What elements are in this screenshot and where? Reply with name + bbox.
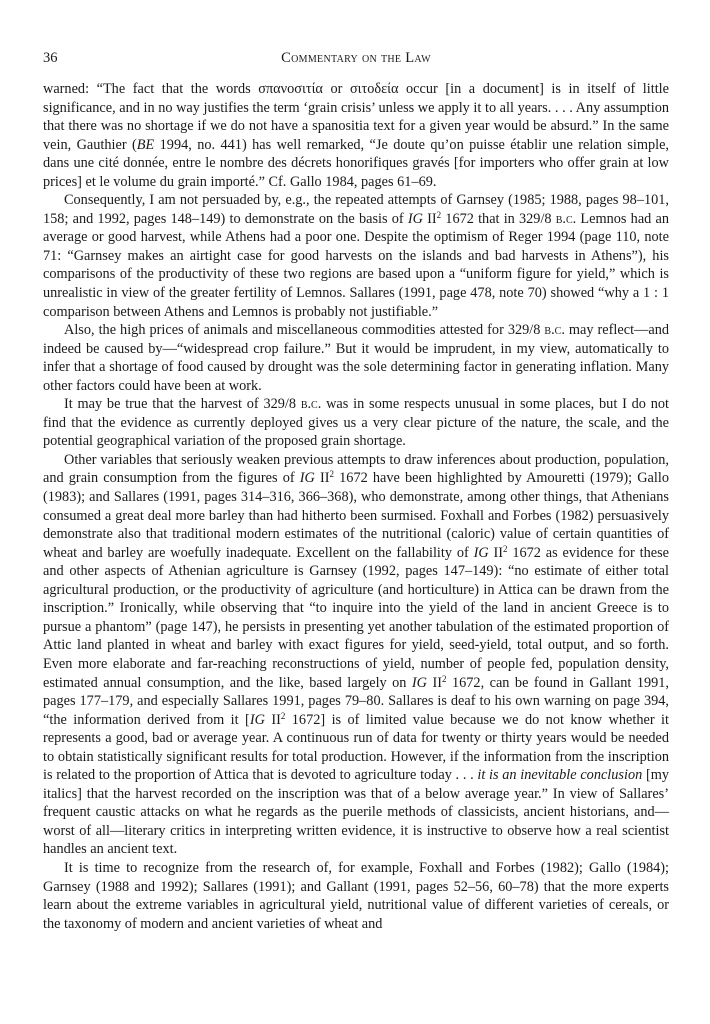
page-number: 36 bbox=[43, 50, 58, 66]
body-text bbox=[43, 80, 669, 933]
paragraph-3: Also, the high prices of animals and miscellaneous commodities attested for 329/8 b.c. may reflect—and indeed be caused by—“widespread crop failure.” But it would be imprudent, in my view, automatically to infer that a shortage of food caused by drought was the sole determining factor in generating inflation. Many other factors could have been at work. bbox=[43, 322, 669, 394]
paragraph-6: It is time to recognize from the research of, for example, Foxhall and Forbes (1982); Gallo (1984); Garnsey (1988 and 1992); Sallares (1991); and Gallant (1991, pages 52–56, 60–78) that the more experts learn about the extreme variables in agricultural yield, nutritional value of different varieties of cereals, or the taxonomy of modern and ancient varieties of wheat and bbox=[43, 859, 669, 932]
paragraph-4: It may be true that the harvest of 329/8 b.c. was in some respects unusual in some places, but I do not find that the evidence as currently deployed gives us a very clear picture of the nature, the scale, and the potential geographical variation of the proposed grain shortage. bbox=[43, 396, 669, 450]
page-header bbox=[43, 50, 669, 70]
paragraph-2: Consequently, I am not persuaded by, e.g., the repeated attempts of Garnsey (1985; 1988, pages 98–101, 158; and 1992, pages 148–149) to demonstrate on the basis of IG $II^2$ 1672 that in 329/8 b.c. Lemnos had an average or good harvest, while Athens had a poor one. Despite the optimism of Reger 1994 (page 110, note 71: “Garnsey makes an airtight case for good harvests on the islands and bad harvests in Athens”), his comparisons of the productivity of these two regions are based upon a “uniform figure for yield,” which is unrealistic in view of the greater fertility of Lemnos. Sallares (1991, page 478, note 70) showed “why a 1 : 1 comparison between Athens and Lemnos is probably not justifiable.” bbox=[43, 192, 669, 320]
running-head: Commentary on the Law bbox=[281, 50, 431, 66]
paragraph-1: warned: “The fact that the words σπανοσιτία or σιτοδεία occur [in a document] is in itself of little significance, and in no way justifies the term ‘grain crisis’ unless we apply it to all years. . . . Any assumption that there was no shortage if we do not have a spanositia text for a given year would be absurd.” In the same vein, Gauthier (BE 1994, no. 441) has well remarked, “Je doute qu’on puisse établir une relation simple, dans une cité donnée, entre le nombre des décrets honorifiques gravés [for importers who offer grain at low prices] et le volume du grain importé.” Cf. Gallo 1984, pages 61–69. bbox=[43, 81, 669, 190]
paragraph-5: Other variables that seriously weaken previous attempts to draw inferences about production, population, and grain consumption from the figures of IG $II^2$ 1672 have been highlighted by Amouretti (1979); Gallo (1983); and Sallares (1991, pages 314–316, 366–368), who demonstrate, among other things, that Athenians consumed a great deal more barley than had hitherto been surmised. Foxhall and Forbes (1982) persuasively demonstrate also that traditional modern estimates of the nutritional (caloric) value of certain quantities of wheat and barley are woefully inadequate. Excellent on the fallability of IG $II^2$ 1672 as evidence for these and other aspects of Athenian agriculture is Garnsey (1992, pages 147–149): “no estimate of either total agricultural production, or the productivity of agriculture (and horticulture) in Attica can be drawn from the inscription.” Ironically, while observing that “to inquire into the yield of the land in ancient Greece is to pursue a phantom” (page 147), he persists in presenting yet another tabulation of the estimated proportion of Attic land planted in wheat and barley with exact figures for yield, seed-yield, total output, and so forth. Even more elaborate and far-reaching reconstructions of yield, number of people fed, population density, estimated annual consumption, and the like, based largely on IG $II^2$ 1672, can be found in Gallant 1991, pages 177–179, and especially Sallares 1991, pages 79–80. Sallares is deaf to his own warning on page 394, “the information derived from it [IG $II^2$ 1672] is of limited value because we do not know whether it represents a good, bad or average year. A continuous run of data for twenty or thirty years would be needed to obtain statistically significant results for total production. However, if the information from the inscription is related to the proportion of Attica that is devoted to agriculture today . . . it is an inevitable conclusion [my italics] that the harvest recorded on the inscription was that of a below average year.” In view of Sallares’ frequent caustic attacks on what he regards as the puerile methods of classicists, ancient historians, and—worst of all—literary critics in interpreting written evidence, it is instructive to observe how a real scientist handles an ancient text. bbox=[43, 451, 669, 858]
